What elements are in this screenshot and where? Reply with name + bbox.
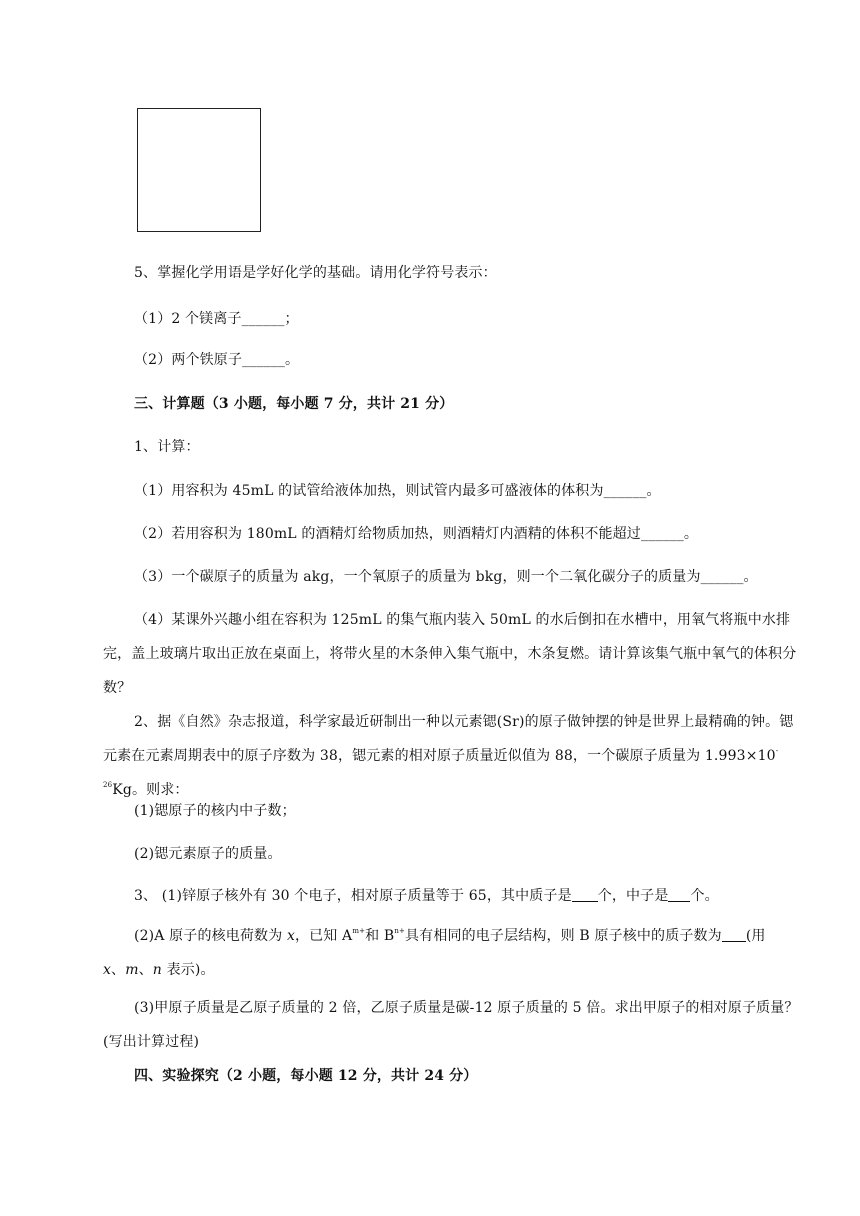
calc-3-part-2: (2)A 原子的核电荷数为 x，已知 $A^{m+}$和 $B^{n+}$具有相同的电子层结构，则 B 原子核中的质子数为 (用 x、m、n 表示)。 [103, 927, 766, 978]
calc-1-part-3: （3）一个碳原子的质量为 akg，一个氧原子的质量为 bkg，则一个二氧化碳分子的质量为______。 [134, 569, 758, 585]
question-5-part-1: （1）2 个镁离子______； [134, 311, 299, 327]
answer-box [137, 108, 261, 232]
calc-2-part-1: (1)锶原子的核内中子数； [134, 803, 296, 819]
answer-blank [668, 887, 690, 902]
calc-1-part-2: （2）若用容积为 180mL 的酒精灯给物质加热，则酒精灯内酒精的体积不能超过______。 [134, 526, 698, 542]
question-5-stem: 5、掌握化学用语是学好化学的基础。请用化学符号表示： [134, 265, 497, 281]
calc-3-part-3: (3)甲原子质量是乙原子质量的 2 倍，乙原子质量是碳-12 原子质量的 5 倍。求出甲原子的相对原子质量？(写出计算过程) [103, 1000, 799, 1050]
answer-blank [572, 887, 598, 902]
calc-1-part-1: （1）用容积为 45mL 的试管给液体加热，则试管内最多可盛液体的体积为______。 [134, 483, 661, 499]
calc-2-stem: 2、据《自然》杂志报道，科学家最近研制出一种以元素锶(Sr)的原子做钟摆的钟是世界上最精确的钟。锶元素在元素周期表中的原子序数为 38，锶元素的相对原子质量近似值为 88，一个碳原子质量为 $1.993\times 10^{-26}Kg$。则求： [103, 714, 794, 798]
section-3-title: 三、计算题（3 小题，每小题 7 分，共计 21 分） [134, 396, 454, 412]
answer-blank [722, 927, 746, 942]
calc-1-stem: 1、计算： [134, 439, 200, 455]
calc-1-part-4: （4）某课外兴趣小组在容积为 125mL 的集气瓶内装入 50mL 的水后倒扣在水槽中，用氧气将瓶中水排完，盖上玻璃片取出正放在桌面上，将带火星的木条伸入集气瓶中，木条复燃。请计算该集气瓶中氧气的体积分数？ [103, 612, 797, 696]
section-4-title: 四、实验探究（2 小题，每小题 12 分，共计 24 分） [134, 1068, 478, 1084]
calc-3-part-1: 3、 (1)锌原子核外有 30 个电子，相对原子质量等于 65，其中质子是 个，中子是 个。 [134, 888, 719, 904]
question-5-part-2: （2）两个铁原子______。 [134, 352, 300, 368]
calc-2-part-2: (2)锶元素原子的质量。 [134, 846, 282, 862]
